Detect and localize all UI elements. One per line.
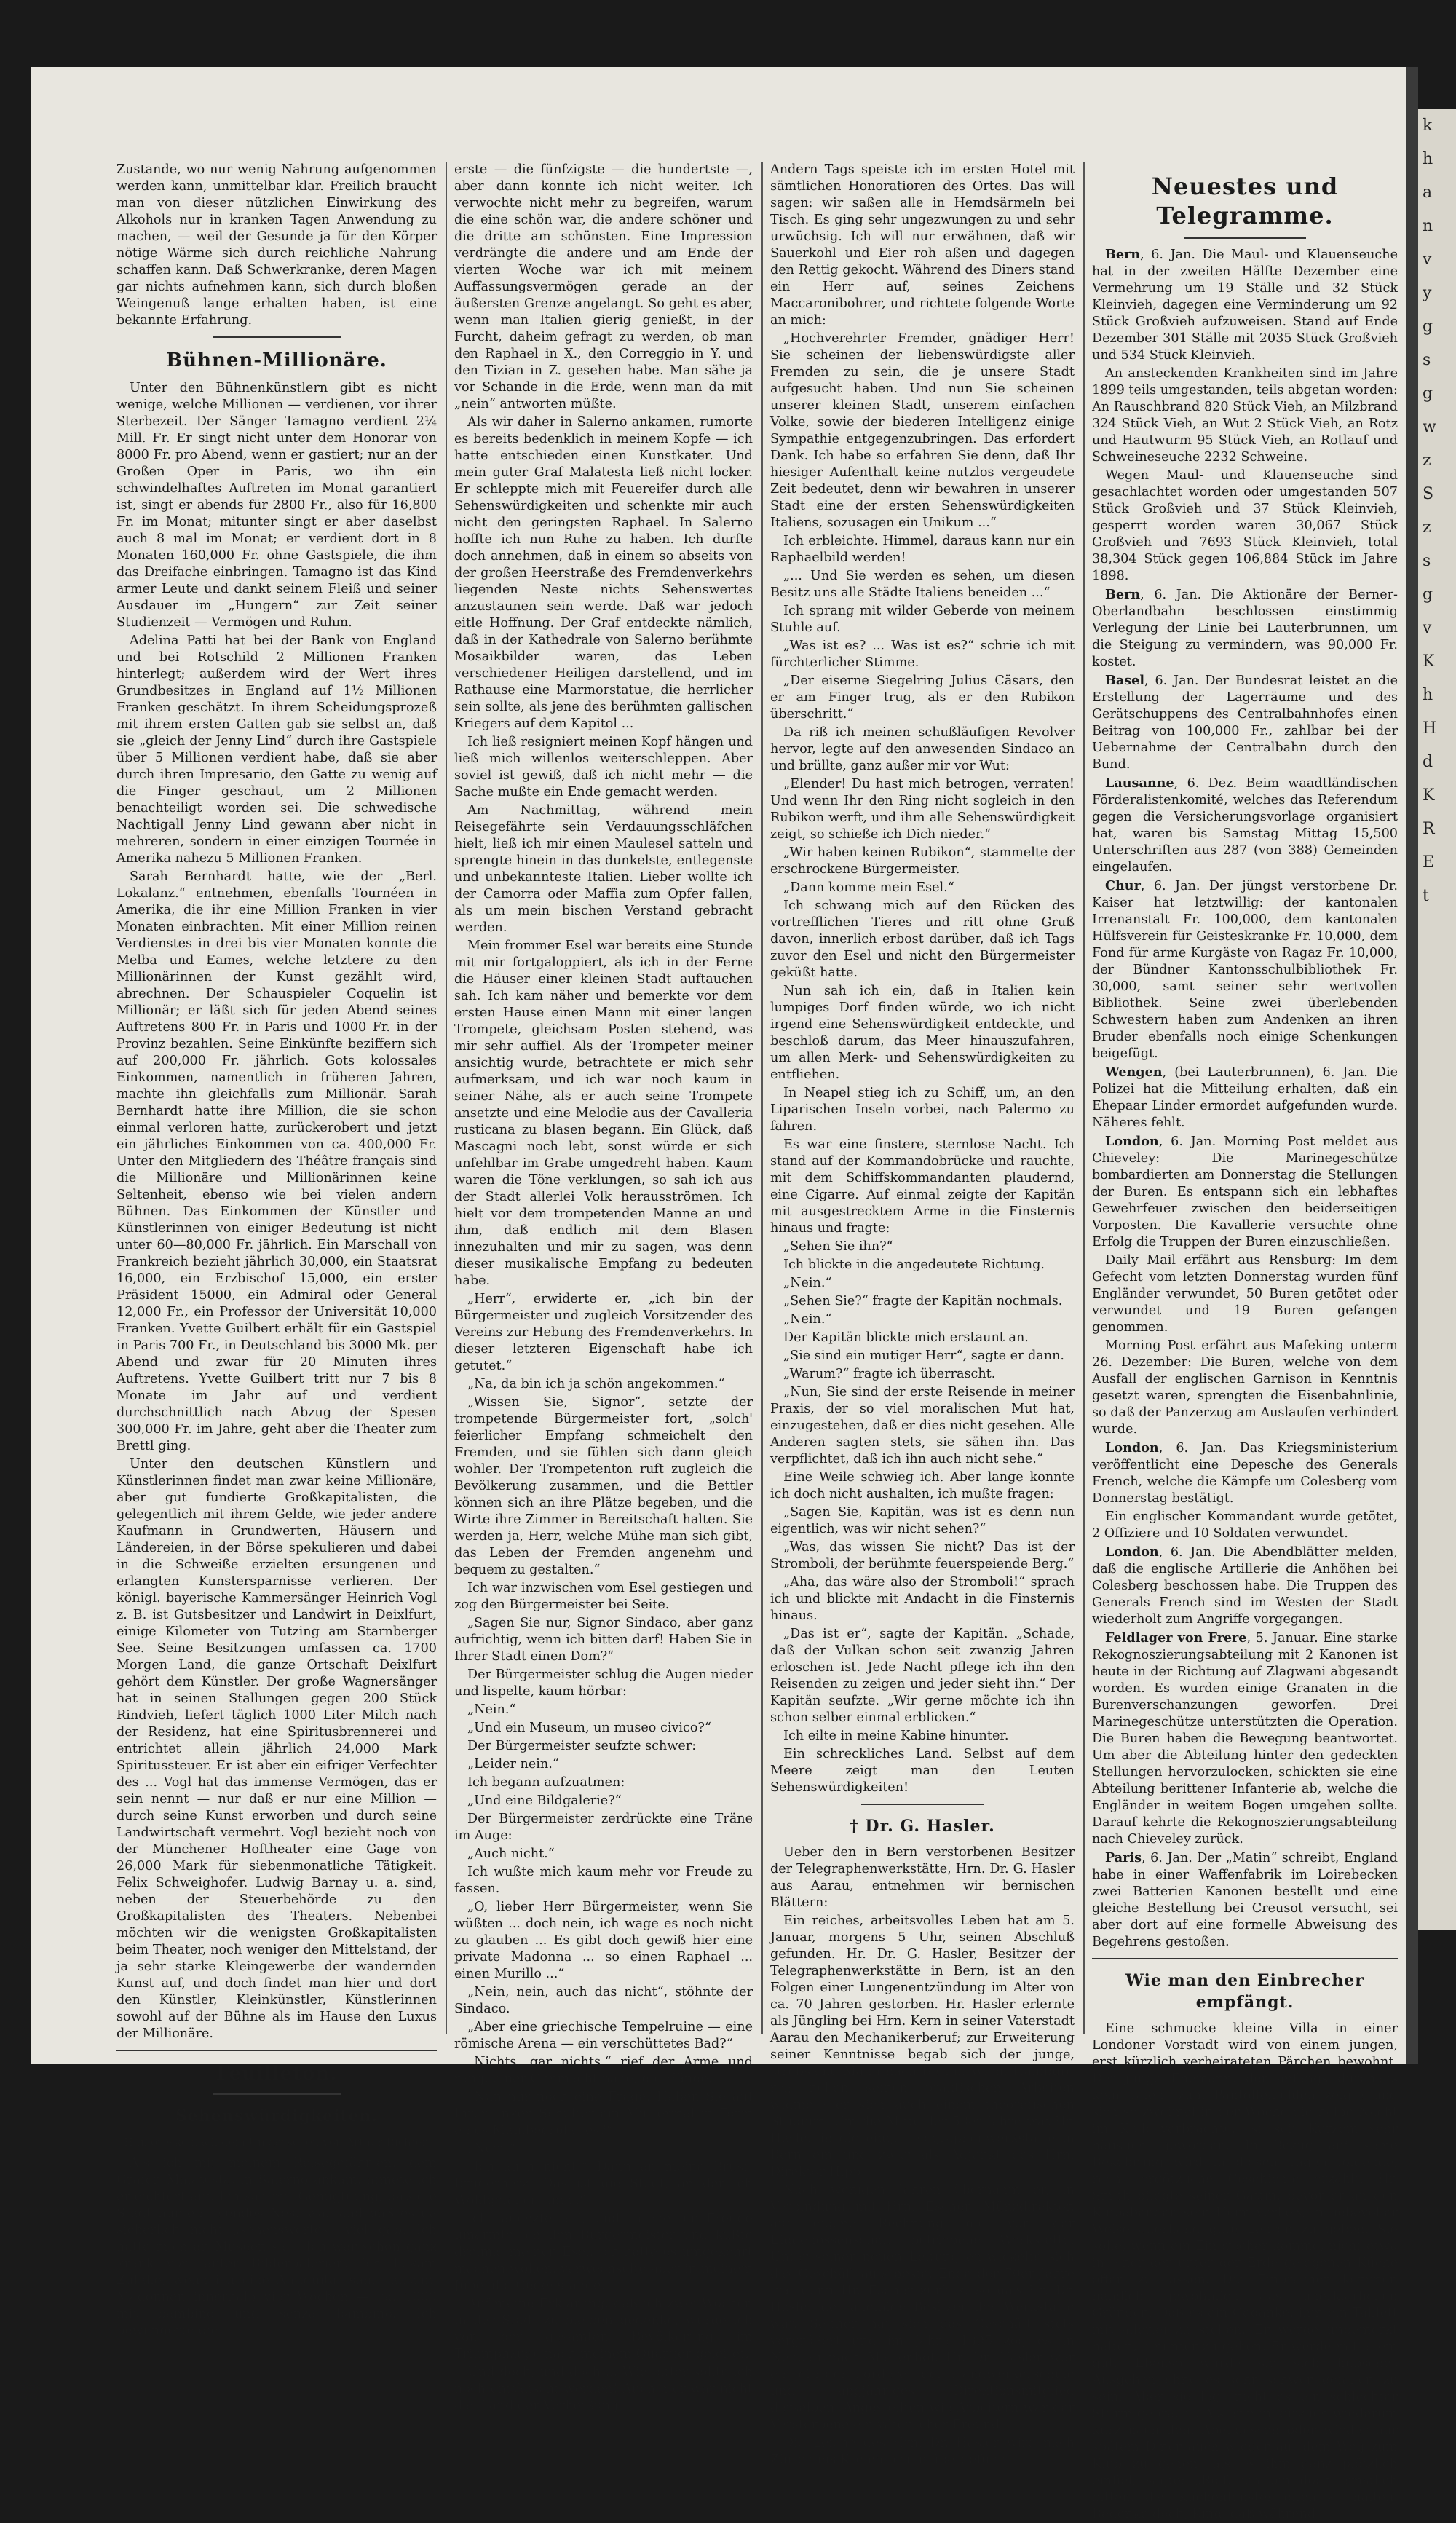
story-paragraph: „Aha, das wäre also der Stromboli!“ sprach ich und blickte mit Andacht in die Finsternis hinaus. (770, 1575, 1075, 1623)
story-paragraph: Ich jauchzte auf, und in meiner Freude umarmte ich den Bürgermeister und küßte dreimal meinen Esel. Ich hatte es umgekehrt machen wollen, verwechselte aber in meinem Jubel die Gegenstände. (454, 2211, 753, 2293)
article-heading: Bühnen-Millionäre. (166, 350, 387, 371)
adjacent-page-letter: E (1423, 853, 1435, 872)
story-paragraph: Ein schreckliches Land. Selbst auf dem Meere zeigt man den Leuten Sehenswürdigkeiten! (770, 1747, 1075, 1795)
story-paragraph: „Warum?“ fragte ich überrascht. (783, 1367, 996, 1381)
telegram-text: 6. Jan. Der jüngst verstorbene Dr. Kaiser hat letztwillig: der kantonalen Irrenanstalt Fr. 100,000, dem kantonalen Hülfsverein für Geisteskranke Fr. 10,000, dem Fond für arme Kurgäste von Ragaz Fr. 10,000, der Bündner Kantonsschulbibliothek Fr. 30,000, samt seiner sehr wertvollen Bibliothek. Seine zwei überlebenden Schwestern haben zum Andenken an ihren Bruder ebenfalls noch einige Schenkungen beigefügt. (1092, 879, 1398, 1061)
story-paragraph: „Wir haben keinen Rubikon“, stammelte der erschrockene Bürgermeister. (770, 845, 1075, 877)
telegram-item: Feldlager von Frere, 5. Januar. Eine starke Rekognoszierungsabteilung mit 2 Kanonen ist heute in der Richtung auf Zlagwani abgesandt worden. Es wurden einige Granaten in die Burenverschanzungen geworfen. Drei Marinegeschütze unterstützten die Operation. Die Buren haben die Bewegung beantwortet. Um aber die Abteilung hinter den gedeckten Stellungen hervorzulocken, schickten sie eine Abteilung berittener Infanterie ab, welche die Engländer in weitem Bogen umgehen sollte. Darauf kehrte die Rekognoszierungsabteilung nach Chieveley zurück. (1092, 1630, 1398, 1847)
telegram-text: (bei Lauterbrunnen), 6. Jan. Die Polizei hat die Mitteilung erhalten, daß ein Ehepaar Linder ermordet aufgefunden wurde. Näheres fehlt. (1092, 1065, 1398, 1130)
adjacent-page-letter: z (1423, 518, 1431, 537)
story-paragraph: Am Nachmittag, während mein Reisegefährte sein Verdauungsschläfchen hielt, ließ ich mir einen Maulesel satteln und sprengte hinein in das dunkelste, entlegenste und unbekannteste Italien. Lieber wollte ich der Camorra oder Maffia zum Opfer fallen, als um mein bischen Verstand gebracht werden. (454, 803, 753, 935)
section-heading-news: Neuestes und Telegramme. (1151, 173, 1339, 229)
article-paragraph: Unter den Bühnenkünstlern gibt es nicht wenige, welche Millionen — verdienen, vor ihrer Sterbezeit. Der Sänger Tamagno verdient 2¼ Mill. Fr. Er singt nicht unter dem Honorar von 8000 Fr. pro Abend, wenn er gastiert; nur an der Großen Oper in Paris, wo ihn ein schwindelhaftes Auftreten im Monat garantiert ist, singt er abends für 2800 Fr., also für 16,800 Fr. im Monat; mitunter singt er aber daselbst auch 8 mal im Monat; er verdient dort in 8 Monaten 160,000 Fr. ohne Gastspiele, die ihm das Dreifache einbringen. Tamagno ist das Kind armer Leute und dankt seinem Fleiß und seiner Ausdauer im „Hungern“ zur Zeit seiner Studienzeit — Vermögen und Ruhm. (116, 381, 437, 630)
telegram-text: Daily Mail erfährt aus Rensburg: Im dem Gefecht vom letzten Donnerstag wurden fünf Engländer verwundet, 50 Buren getötet oder verwundet und 19 Buren gefangen genommen. (1092, 1253, 1398, 1335)
story-paragraph: Ich eilte in meine Kabine hinunter. (783, 1729, 1009, 1743)
telegram-text: 6. Jan. Die Maul- und Klauenseuche hat in der zweiten Hälfte Dezember eine Vermehrung um 19 Ställe und 32 Stück Kleinvieh, dagegen eine Verminderung um 92 Stück Großvieh aufzuweisen. Stand auf Ende Dezember 301 Ställe mit 2035 Stück Großvieh und 534 Stück Kleinvieh. (1092, 248, 1398, 363)
telegram-text: 6. Dez. Beim waadtländischen Förderalistenkomité, welches das Referendum gegen die Versicherungsvorlage organisiert hat, waren bis Samstag Mittag 15,500 Unterschriften aus 287 (von 388) Gemeinden eingelaufen. (1092, 776, 1398, 874)
story-paragraph: Eine Weile schwieg ich. Aber lange konnte ich doch nicht aushalten, ich mußte fragen: (770, 1470, 1075, 1501)
story-paragraph: „Ich auch nicht!“ Dann an meine Brust, Bruderherz! Das ist die Stadt, an der ich Wohlgefallen finde.“ (454, 2160, 753, 2208)
article-paragraph: Unter den deutschen Künstlern und Künstlerinnen findet man zwar keine Millionäre, aber gut fundierte Großkapitalisten, die gelegentlich mit ihrem Gelde, wie jeder andere Kaufmann in Grundwerten, Häusern und Ländereien, in der Börse spekulieren und dabei in die Schweiße erzielten ersungenen und erlangten Kunstersparnisse verlieren. Der königl. bayerische Kammersänger Heinrich Vogl z. B. ist Gutsbesitzer und Landwirt in Deixlfurt, einige Kilometer von Tutzing am Starnberger See. Seine Besitzungen umfassen ca. 1700 Morgen Land, die ganze Ortschaft Deixlfurt gehört dem Künstler. Der große Wagnersänger hat in seinen Stallungen gegen 200 Stück Rindvieh, liefert täglich 1000 Liter Milch nach der Residenz, hat eine Spiritusbrennerei und entrichtet allein jährlich 24,000 Mark Spiritussteuer. Er ist aber ein eifriger Verfechter des ... Vogl hat das immense Vermögen, das er sein nennt — nur daß er nur eine Million — durch seine Kunst erworben und durch seine Landwirtschaft vermehrt. Vogl bezieht noch von der Münchener Hoftheater eine Gage von 26,000 Mark für siebenmonatliche Tätigkeit. Felix Schweighofer. Ludwig Barnay u. a. sind, neben der Steuerbehörde zu den Großkapitalisten des Theaters. Nebenbei möchten wir die wenigsten Großkapitalisten beim Theater, noch weniger den Mittelstand, der ja sehr starke Kleingewerbe der wandernden Kunst auf, und doch findet man hier und dort den Künstler, Kleinkünstler, Künstlerinnen sowohl auf der Bühne als im Hause den Luxus der Millionäre. (116, 1457, 437, 2041)
obituary-paragraph: Ein reiches, arbeitsvolles Leben hat am 5. Januar, morgens 5 Uhr, seinen Abschluß gefunden. Hr. Dr. G. Hasler, Besitzer der Telegraphenwerkstätte in Bern, ist an den Folgen einer Lungenentzündung im Alter von ca. 70 Jahren gestorben. Hr. Hasler erlernte als Jüngling bei Hrn. Kern in seiner Vaterstadt Aarau den Mechanikerberuf; zur Erweiterung seiner Kenntnisse begab sich der junge, strebsame Mann nach Berlin, Wien, Hamburg rc.; neben seinen praktischen Arbeiten widmete er sich auch einem theoretischen Studium. Um die Mitte der 50er Jahre trat Hr. Hasler in die eidg. Telegraphenwerkstätte in Bern ein und zwar als Adjunkt des Hrn. Direktor Hipp. (770, 1914, 1075, 2179)
adjacent-page-letter: h (1423, 686, 1433, 704)
column-1 (116, 162, 437, 2338)
story-paragraph: „Dann komme mein Esel.“ (783, 880, 954, 895)
story-paragraph: Ich ließ resigniert meinen Kopf hängen und ließ mich willenlos weiterschleppen. Aber soviel ist gewiß, daß ich nicht mehr — die Sache mußte ein Ende gemacht werden. (454, 735, 753, 799)
telegram-text: An ansteckenden Krankheiten sind im Jahre 1899 teils umgestanden, teils abgetan worden: An Rauschbrand 820 Stück Vieh, an Milzbrand 324 Stück Vieh, an Wut 2 Stück Vieh, an Rotz und Hautwurm 95 Stück Vieh, an Rotlauf und Schweineseuche 2232 Schweine. (1092, 366, 1398, 465)
adjacent-page-letter: y (1423, 284, 1432, 302)
adjacent-page-edge (1418, 109, 1456, 1930)
adjacent-page-letter: w (1423, 418, 1436, 436)
story-paragraph: Und doch, und doch ... Wie bitter sollte ich noch enttäuscht werden! Auch hier war nicht das Land der Verheißung. (454, 2365, 753, 2413)
column-3 (770, 162, 1075, 2467)
newspaper-page (31, 67, 1418, 2522)
telegram-item (1092, 1509, 1398, 1542)
story-paragraph: Nun sah ich ein, daß in Italien kein lumpiges Dorf finden würde, wo ich nicht irgend eine Sehenswürdigkeit entdeckte, und beschloß darum, das Meer hinauszufahren, um allen Merk- und Sehenswürdigkeiten zu entfliehen. (770, 984, 1075, 1082)
divider (213, 336, 341, 338)
story-paragraph: „Sehen Sie ihn?“ (783, 1239, 893, 1254)
story-paragraph: Als ich mit meinem Reisegefährten, dem Grafen Malatesta, in Salerno ankam, atmete ich erleichtert auf. Ich sah mit Genugtuung, daß die Stadt nur ein elendes Nest war und daß es da sicherlich nicht „sehenswertes“ viel gab. Ich hatte mich an Museen satt. Ich war schon ganz krank vor lauter Bilderbalerien. Ich bekam Zufälle, wenn ich eine Antiquität sah. Tausend Madonnen innerhalb vier Wochen — ca. 1000 mit bambino und senza bambino. Ich bewunderte die (116, 2156, 437, 2338)
story-paragraph: Ich sprang mit wilder Geberde von meinem Stuhle auf. (770, 604, 1075, 635)
column-rule (1083, 162, 1085, 2034)
article-paragraph: Sarah Bernhardt hatte, wie der „Berl. Lokalanz.“ entnehmen, ebenfalls Tournéen in Amerika, die ihr eine Million Franken in vier Monaten einbrachten. Mit einer Million reinen Verdienstes in drei bis vier Monaten konnte die Melba und Eames, welche letztere zu den Millionärinnen der Kunst gezählt wird, abrechnen. Der Schauspieler Coquelin ist Millionär; er läßt sich für jeden Abend seines Auftretens 800 Fr. in Paris und 1000 Fr. in der Provinz bezahlen. Seine Einkünfte beziffern sich auf 200,000 Fr. jährlich. Gots kolossales Einkommen, namentlich in früheren Jahren, machte ihn gleichfalls zum Millionär. Sarah Bernhardt hatte ihre Million, die sie schon einmal verloren hatte, zurückerobert und jetzt ein jährliches Einkommen von ca. 400,000 Fr. Unter den Mitgliedern des Théâtre français sind die Millionäre und Millionärinnen keine Seltenheit, ebenso wie bei vielen andern Bühnen. Das Einkommen der Künstler und Künstlerinnen von einiger Bedeutung ist nicht unter 60—80,000 Fr. jährlich. Ein Marschall von Frankreich bezieht jährlich 30,000, ein Staatsrat 16,000, ein Erzbischof 15,000, ein erster Präsident 15000, ein Admiral oder General 12,000 Fr., ein Professor der Universität 10,000 Franken. Yvette Guilbert erhält für ein Gastspiel in Paris 700 Fr., in Deutschland bis 3000 Mk. per Abend und zwar für 20 Minuten ihres Auftretens. Yvette Guilbert tritt nur 7 bis 8 Monate im Jahr auf und verdient durchschnittlich nach Abzug der Spesen 300,000 Fr. im Jahre, geht aber die Theater zum Brettl ging. (116, 869, 437, 1453)
telegram-text: 6. Jan. Die Aktionäre der Berner-Oberlandbahn beschlossen einstimmig Verlegung der Linie bei Lauterbrunnen, um die Steigung zu vermindern, was 90,000 Fr. kostet. (1092, 588, 1398, 669)
article-paragraph: Eine schmucke kleine Villa in einer Londoner Vorstadt wird von einem jungen, erst kürzlich verheirateten Pärchen bewohnt. Der junge Ehemann, der anfangs durchaus kein Talent zum Pantoffelhelden zeigte und sich so zweimal in der Woche die halbe Nacht im Klub verbrachte, ist seit Kurzem sehr häuslich geworden. In Bezug auf seine Bekehrung wird in diesen Tagen folgende, recht ergötzliche Geschichte erzählt. Hr. Smith pflegte seiner Gattin, bevor er an den Klubabenden sein Heim verließ, in liebevoller Weise allerhand gute Lehren zu geben. Sie solle, wenn ein Einbrecher komme, nicht etwa in einer der unter der Erde gelegenen Küche offen zu lassen. Die Einbrecher kommen nämlich gewöhnlich aus unerklärlichen Gründen. Daß es ein Gedanke, ihm ein Tablett mit allerlei zu stellen. Er werde unbemerkt halten, hinunter zu gehen. Er werde mit allem gut. Ebenso würde sie sich hübsches Ausgehen ohne es sehr schwer gefallen zu sein. Aber sie legt nicht es ein schlechter Sturm gebracht. Als er nun kürzlich wiederum kurz nach dem Abendessen oder wieder nur spätem Diner auch wieder auf dem Weg zum Klub zu gehen, als es ihm ganz plötzlich einfiel, sagte: „Rolf, ich bin doch ernstlich bitten, das Küchenfenster offen zu halten. Bedenke doch, Kind, daß während (1092, 2021, 1398, 2522)
adjacent-page-letter: g (1423, 585, 1433, 604)
telegram-text: Wegen Maul- und Klauenseuche sind gesachlachtet worden oder umgestanden 507 Stück Großvieh und 37 Stück Kleinvieh, gesperrt worden waren 30,067 Stück Großvieh und 7693 Stück Kleinvieh, total 38,304 Stück gegen 106,884 Stück im Jahre 1898. (1092, 468, 1398, 583)
story-paragraph: „Nichts, gar nichts,“ rief der Arme und rang, einer Ohnmacht nahe, die Hände. (454, 2055, 753, 2086)
story-paragraph: „Nein.“ (783, 1276, 832, 1290)
telegram-place: Basel (1105, 673, 1145, 688)
telegram-text: 6. Jan. Das Kriegsministerium veröffentlicht eine Depesche des Generals French, welche die Kämpfe um Colesberg vom Donnerstag bestätigt. (1092, 1441, 1398, 1506)
telegram-text: Ein englischer Kommandant wurde getötet, 2 Offiziere und 10 Soldaten verwundet. (1092, 1509, 1398, 1541)
adjacent-page-letter: h (1423, 150, 1433, 168)
story-paragraph: Auf meine Erklärung, daß ich zwei Wochen in der Stadt zu bleiben gedenke, wurde ich von der gesamten Bevölkerung im Triumphzuge nach meinem Quartier geleitet. (454, 2297, 753, 2361)
adjacent-page-letter: g (1423, 317, 1433, 336)
column-rule (446, 162, 447, 2034)
story-paragraph: „Und ein Museum, un museo civico?“ (467, 1721, 711, 1735)
story-subtitle: Humoreske nach dem Ungarischen von Arthur Richter. (124, 2136, 430, 2149)
telegram-text: 6. Jan. Der Bundesrat leistet an die Erstellung der Lagerräume und des Gerätschuppens des Centralbahnhofes einen Beitrag von 100,000 Fr., zahlbar bei der Uebernahme der Centralbahn durch den Bund. (1092, 674, 1398, 772)
telegram-item: Chur, 6. Jan. Der jüngst verstorbene Dr. Kaiser hat letztwillig: der kantonalen Irrenanstalt Fr. 100,000, dem kantonalen Hülfsverein für Geisteskranke Fr. 10,000, dem Fond für arme Kurgäste von Ragaz Fr. 10,000, der Bündner Kantonsschulbibliothek Fr. 30,000, samt seiner sehr wertvollen Bibliothek. Seine zwei überlebenden Schwestern haben zum Andenken an ihren Bruder ebenfalls noch einige Schenkungen beigefügt. (1092, 878, 1398, 1061)
telegram-place: Lausanne (1105, 775, 1174, 791)
story-paragraph: „Nein.“ (467, 1702, 516, 1717)
adjacent-page-letter: s (1423, 351, 1431, 369)
telegram-place: Bern (1105, 247, 1141, 262)
story-paragraph: „... Und Sie werden es sehen, um diesen Besitz uns alle Städte Italiens beneiden ...“ (770, 569, 1075, 600)
story-paragraph: Der Bürgermeister seufzte schwer: (467, 1739, 697, 1753)
story-paragraph: „Das ist er“, sagte der Kapitän. „Schade, daß der Vulkan schon seit zwanzig Jahren erloschen ist. Jede Nacht pflege ich ihn den Reisenden zu zeigen und jeder sieht ihn.“ Der Kapitän seufzte. „Wir gerne möchte ich ihn schon selber einmal erblicken.“ (770, 1627, 1075, 1725)
obituary-paragraph: Nach wenigen Jahren übernahm er, in Verbindung mit Hrn. Escher, Münzdirektor, auf eigene Rechnung die von der Eidgenossenschaft betriebene Werkstätte. Unter seiner neuen Leitung entwickelte sich das Geschäft aufs beste. Ende der 70er Jahre trat dann Hr. Escher zurück, so daß Hr. Dr. Hasler der alleinige Besitzer der Werkstätte war. Seither hat sich das Geschäft stets vergrößert und im Jahre 1895 zog es in Neubau nach Mattenhof. Hr. Dr. Hasler war ein eifriger Förderer der Handwerkerschule und langjähriges Direktionsmitglied derselben. Angestellten wie Arbeitern war der Verstorbene ein väterlicher Freund. (770, 2183, 1075, 2432)
adjacent-page-letter: v (1423, 619, 1432, 637)
story-paragraph: „Nein.“ (783, 1312, 832, 1327)
telegram-item: London, 6. Jan. Die Abendblätter melden, daß die englische Artillerie die Anhöhen bei Colesberg beschossen habe. Die Truppen des Generals French sind im Westen der Stadt wiederholt zum Angriffe vorgegangen. (1092, 1544, 1398, 1627)
adjacent-page-letter: t (1423, 887, 1429, 905)
telegram-item: Paris, 6. Jan. Der „Matin“ schreibt, England habe in einer Waffenfabrik im Loirebecken zwei Batterien Kanonen bestellt und eine gleiche Bestellung bei Creusot versucht, sei aber dort auf eine formelle Abweisung des Begehrens gestoßen. (1092, 1850, 1398, 1949)
adjacent-page-letter: d (1423, 753, 1433, 771)
story-paragraph: „Und eine Bildgalerie?“ (467, 1793, 622, 1808)
story-paragraph: „Na, da bin ich ja schön angekommen.“ (467, 1377, 725, 1391)
telegram-place: London (1105, 1440, 1159, 1456)
story-paragraph: „Nein, nein, auch das nicht“, stöhnte der Sindaco. (454, 1985, 753, 2016)
story-paragraph: „Wissen Sie, Signor“, setzte der trompetende Bürgermeister fort, „solch' feierlicher Empfang schmeichelt den Fremden, und sie fühlen sich dann gleich wohler. Der Trompetenton ruft zugleich die Bevölkerung zusammen, und die Bettler können sich an ihre Plätze begeben, und die Wirte ihre Zimmer in Bereitschaft halten. Sie werden ja, Herr, welche Mühe man sich gibt, das Leben der Fremden angenehm und bequem zu gestalten.“ (454, 1395, 753, 1577)
telegram-place: Bern (1105, 587, 1141, 602)
adjacent-page-letter: s (1423, 552, 1431, 570)
telegram-item: Basel, 6. Jan. Der Bundesrat leistet an die Erstellung der Lagerräume und des Gerätschuppens des Centralbahnhofes einen Beitrag von 100,000 Fr., zahlbar bei der Uebernahme der Centralbahn durch den Bund. (1092, 673, 1398, 772)
telegram-item (1092, 1338, 1398, 1438)
story-paragraph: Der Kapitän blickte mich erstaunt an. (783, 1330, 1029, 1345)
telegram-item: Bern, 6. Jan. Die Maul- und Klauenseuche hat in der zweiten Hälfte Dezember eine Vermehrung um 19 Ställe und 32 Stück Kleinvieh, dagegen eine Verminderung um 92 Stück Großvieh aufzuweisen. Stand auf Ende Dezember 301 Ställe mit 2035 Stück Großvieh und 534 Stück Kleinvieh. (1092, 247, 1398, 363)
telegram-item: Bern, 6. Jan. Die Aktionäre der Berner-Oberlandbahn beschlossen einstimmig Verlegung der Linie bei Lauterbrunnen, um die Steigung zu vermindern, was 90,000 Fr. kostet. (1092, 587, 1398, 669)
telegram-item: Lausanne, 6. Dez. Beim waadtländischen Förderalistenkomité, welches das Referendum gegen die Versicherungsvorlage organisiert hat, waren bis Samstag Mittag 15,500 Unterschriften aus 287 (von 388) Gemeinden eingelaufen. (1092, 775, 1398, 874)
telegram-place: Paris (1105, 1850, 1142, 1865)
telegram-item: Wengen, (bei Lauterbrunnen), 6. Jan. Die Polizei hat die Mitteilung erhalten, daß ein Ehepaar Linder ermordet aufgefunden wurde. Näheres fehlt. (1092, 1065, 1398, 1130)
story-paragraph: „Was ist es? ... Was ist es?“ schrie ich mit fürchterlicher Stimme. (770, 639, 1075, 670)
story-paragraph: erste — die fünfzigste — die hundertste —, aber dann konnte ich nicht weiter. Ich verwochte nicht mehr zu begreifen, warum die eine schön war, die andere schöner und die dritte am schönsten. Eine Impression verdrängte die andere und am Ende der vierten Woche war ich mit meinem Auffassungsvermögen gerade an der äußersten Grenze angelangt. So geht es aber, wenn man Italien gierig genießt, in der Furcht, daheim gefragt zu werden, ob man den Raphael in X., den Correggio in Y. und den Tizian in Z. gesehen habe. Man sähe ja vor Schande in die Erde, wenn man da mit „nein“ antworten müßte. (454, 162, 753, 411)
adjacent-page-letter: K (1423, 786, 1435, 805)
telegram-text: 6. Jan. Die Abendblätter melden, daß die englische Artillerie die Anhöhen bei Colesberg beschossen habe. Die Truppen des Generals French sind im Westen der Stadt wiederholt zum Angriffe vorgegangen. (1092, 1545, 1398, 1627)
adjacent-page-letter: k (1423, 117, 1433, 135)
obituary-paragraph: Die Leiche des Hrn. Dr. Hasler wird nach Zürich ins Krematorium übergeführt. (770, 2436, 1075, 2467)
telegram-place: London (1105, 1544, 1159, 1560)
telegram-place: London (1105, 1134, 1159, 1149)
story-paragraph: Da riß ich meinen schußläufigen Revolver hervor, legte auf den anwesenden Sindaco an und brüllte, ganz außer mir vor Wut: (770, 725, 1075, 773)
story-title: Sehenswürdigkeiten. (175, 2107, 379, 2125)
story-paragraph: „Nun nur noch eine Frage: Haben Sie auf Ihrer linken Schulter ein Muttermal in Form eines Maulbeerblattes?“ (454, 2090, 753, 2138)
telegram-item: London, 6. Jan. Morning Post meldet aus Chieveley: Die Marinegeschütze bombardierten am Donnerstag die Stellungen der Buren. Es entspann sich ein lebhaftes Gewehrfeuer zwischen den beiderseitigen Vorposten. Die Kavallerie versuchte ohne Erfolg die Truppen der Buren einzuschließen. (1092, 1134, 1398, 1249)
divider (861, 1804, 983, 1805)
adjacent-page-letter: S (1423, 485, 1434, 503)
adjacent-page-letter: K (1423, 652, 1435, 671)
story-paragraph: Andern Tags speiste ich im ersten Hotel mit sämtlichen Honoratioren des Ortes. Das will sagen: wir saßen alle in Hemdsärmeln bei Tisch. Es ging sehr ungezwungen zu und sehr urwüchsig. Ich will nur erwähnen, daß wir Sauerkohl und Eier roh aßen und dagegen den Rettig gekocht. Während des Diners stand ein Herr auf, seines Zeichens Maccaronibohrer, und richtete folgende Worte an mich: (770, 162, 1075, 328)
telegram-item (1092, 1252, 1398, 1336)
story-paragraph: Es war eine finstere, sternlose Nacht. Ich stand auf der Kommandobrücke und rauchte, mit dem Schiffskommandanten plaudernd, eine Cigarre. Auf einmal zeigte der Kapitän mit ausgestrecktem Arme in die Finsternis hinaus und fragte: (770, 1137, 1075, 1236)
story-paragraph: Ich begann aufzuatmen: (467, 1775, 625, 1790)
story-paragraph: Ich war inzwischen vom Esel gestiegen und zog den Bürgermeister bei Seite. (454, 1581, 753, 1612)
divider (1184, 237, 1306, 239)
telegram-place: Feldlager von Frere (1105, 1630, 1247, 1646)
story-paragraph: Ich erbleichte. Himmel, daraus kann nur ein Raphaelbild werden! (770, 534, 1075, 565)
story-paragraph: „Elender! Du hast mich betrogen, verraten! Und wenn Ihr den Ring nicht sogleich in den Rubikon werft, und ihm alle Sehenswürdigkeit zeigt, so schieße ich Dich nieder.“ (770, 777, 1075, 842)
telegram-place: Wengen (1105, 1065, 1163, 1080)
story-paragraph: Ich blickte in die angedeutete Richtung. (783, 1257, 1045, 1272)
telegram-item (1092, 467, 1398, 585)
column-2 (454, 162, 753, 2413)
story-paragraph: „Der eiserne Siegelring Julius Cäsars, den er am Finger trug, als er den Rubikon überschritt.“ (770, 674, 1075, 722)
article-paragraph: Adelina Patti hat bei der Bank von England und bei Rotschild 2 Millionen Franken hinterlegt; außerdem wird der Wert ihres Grundbesitzes in England auf 1½ Millionen Franken geschätzt. In ihrem Scheidungsprozeß mit ihrem ersten Gatten gab sie selbst an, daß sie „gleich der Jenny Lind“ durch ihre Gastspiele über 5 Millionen verdient habe, daß sie aber durch ihren Impresario, den Gatte zu wenig auf die Finger geschaut, um 2 Millionen benachteiligt worden sei. Die schwedische Nachtigall Jenny Lind gewann aber nicht in mehreren, sondern in einer einzigen Tournée in Amerika nahezu 5 Millionen Franken. (116, 633, 437, 866)
article-heading: Wie man den Einbrecher empfängt. (1125, 1971, 1364, 2012)
story-paragraph: „Aber eine griechische Tempelruine — eine römische Arena — ein verschüttetes Bad?“ (454, 2020, 753, 2051)
story-paragraph: Mein frommer Esel war bereits eine Stunde mit mir fortgaloppiert, als ich in der Ferne die Häuser einer kleinen Stadt auftauchen sah. Ich kam näher und bemerkte vor dem ersten Hause einen Mann mit einer langen Trompete, gleichsam Posten stehend, was mir sehr auffiel. Als der Trompeter meiner ansichtig wurde, betrachtete er mich sehr aufmerksam, und ich war noch kaum in seiner Nähe, als er auch seine Trompete ansetzte und eine Melodie aus der Cavalleria rusticana zu blasen begann. Ein Glück, daß Mascagni noch lebt, sonst würde er sich unfehlbar im Grabe umgedreht haben. Kaum waren die Töne verklungen, so sah ich aus der Stadt allerlei Volk herausströmen. Ich hielt vor dem trompetenden Manne an und ihm, daß endlich mit dem Blasen innezuhalten und mir zu sagen, was denn dieser musikalische Empfang zu bedeuten habe. (454, 939, 753, 1288)
story-paragraph: Der Bürgermeister schlug die Augen nieder und lispelte, kaum hörbar: (454, 1667, 753, 1699)
telegram-place: Chur (1105, 878, 1141, 893)
story-paragraph: „Nun, Sie sind der erste Reisende in meiner Praxis, der so viel moralischen Mut hat, einzugestehen, daß er dies nicht gesehen. Alle Anderen sagten stets, sie sähen ihn. Das verpflichtet, daß ich ihn auch nicht sehe.“ (770, 1385, 1075, 1466)
telegram-item (1092, 366, 1398, 466)
adjacent-page-letter: R (1423, 820, 1435, 838)
telegram-item: London, 6. Jan. Das Kriegsministerium veröffentlicht eine Depesche des Generals French, welche die Kämpfe um Colesberg vom Donnerstag bestätigt. (1092, 1440, 1398, 1506)
telegram-text: Morning Post erfährt aus Mafeking unterm 26. Dezember: Die Buren, welche von dem Ausfall der englischen Garnison in Kenntnis gesetzt waren, sprengten die Eisenbahnlinie, so daß der Panzerzug am Auslaufen verhindert wurde. (1092, 1338, 1398, 1437)
telegram-text: 6. Jan. Der „Matin“ schreibt, England habe in einer Waffenfabrik im Loirebecken zwei Batterien Kanonen bestellt und eine gleiche Bestellung bei Creusot versucht, sei aber dort auf eine formelle Abweisung des Begehrens gestoßen. (1092, 1851, 1398, 1949)
story-paragraph: „Herr“, erwiderte er, „ich bin der Bürgermeister und zugleich Vorsitzender des Vereins zur Hebung des Fremdenverkehrs. In dieser letzteren Eigenschaft habe ich getutet.“ (454, 1292, 753, 1373)
divider (116, 2050, 437, 2051)
obituary-heading: † Dr. G. Hasler. (850, 1817, 995, 1836)
story-paragraph: Der Bürgermeister zerdrückte eine Träne im Auge: (454, 1812, 753, 1843)
story-paragraph: Ich schwang mich auf den Rücken des vortrefflichen Tieres und ritt ohne Gruß davon, innerlich erbost darüber, daß ich Tags zuvor den Esel und nicht den Bürgermeister geküßt hatte. (770, 899, 1075, 980)
story-paragraph: „Hochverehrter Fremder, gnädiger Herr! Sie scheinen der liebenswürdigste aller Fremden zu sein, die je unsere Stadt aufgesucht haben. Und nun Sie scheinen unserer kleinen Stadt, unserem einfachen Volke, sowie der biederen Intelligenz einige Sympathie entgegenzubringen. Das erfordert Dank. Ich habe so erfahren Sie denn, daß Ihr hiesiger Aufenthalt keine nutzlos vergeudete Zeit bedeutet, denn wir bewahren in unserer Stadt eine der ersten Sehenswürdigkeiten Italiens, sozusagen ein Unikum ...“ (770, 331, 1075, 530)
story-paragraph: „Sehen Sie?“ fragte der Kapitän nochmals. (783, 1294, 1063, 1308)
story-paragraph: Als wir daher in Salerno ankamen, rumorte es bereits bedenklich in meinem Kopfe — ich hatte entschieden einen Kunstkater. Und mein guter Graf Malatesta ließ nicht locker. Er schleppte mich mit Feuereifer durch alle Sehenswürdigkeiten und schenkte mir auch nicht den geringsten Raphael. In Salerno hoffte ich nun Ruhe zu haben. Ich durfte doch annehmen, daß in einem so abseits von der großen Heerstraße des Fremdenverkehrs liegenden Neste nichts Sehenswertes anzustaunen sein werde. Daß war jedoch eitle Hoffnung. Der Graf entdeckte nämlich, daß in der Kathedrale von Salerno berühmte Mosaikbilder waren, das Leben verschiedener Heiligen darstellend, und im Rathause eine Marmorstatue, die herrlicher sein sollte, als jene des berühmten gallischen Kriegers auf dem Kapitol ... (454, 415, 753, 731)
divider (1092, 1958, 1398, 1959)
adjacent-page-letter: n (1423, 217, 1433, 235)
story-paragraph: „Nein.“ (467, 2141, 516, 2156)
story-paragraph: „Sagen Sie nur, Signor Sindaco, aber ganz aufrichtig, wenn ich bitten darf! Haben Sie in Ihrer Stadt einen Dom?“ (454, 1616, 753, 1664)
column-4 (1092, 162, 1398, 2522)
story-paragraph: „Sagen Sie, Kapitän, was ist es denn nun eigentlich, was wir nicht sehen?“ (770, 1505, 1075, 1536)
story-paragraph: In Neapel stieg ich zu Schiff, um, an den Liparischen Inseln vorbei, nach Palermo zu fahren. (770, 1086, 1075, 1134)
adjacent-page-letter: H (1423, 719, 1437, 738)
telegram-text: 6. Jan. Morning Post meldet aus Chieveley: Die Marinegeschütze bombardierten am Donnerstag die Stellungen der Buren. Es entspann sich ein lebhaftes Gewehrfeuer zwischen den beiderseitigen Vorposten. Die Kavallerie versuchte ohne Erfolg die Truppen der Buren einzuschließen. (1092, 1134, 1398, 1249)
column-rule (761, 162, 763, 2034)
adjacent-page-letter: a (1423, 183, 1433, 202)
divider (213, 2093, 341, 2095)
story-paragraph: „Was, das wissen Sie nicht? Das ist der Stromboli, der berühmte feuerspeiende Berg.“ (770, 1540, 1075, 1571)
telegram-text: 5. Januar. Eine starke Rekognoszierungsabteilung mit 2 Kanonen ist heute in der Richtung auf Zlagwani abgesandt worden. Es wurden einige Granaten in die Burenverschanzungen geworfen. Drei Marinegeschütze unterstützten die Operation. Die Buren haben die Bewegung beantwortet. Um aber die Abteilung hinter den gedeckten Stellungen hervorzulocken, schickten sie eine Abteilung berittener Infanterie ab, welche die Engländer in weitem Bogen umgehen sollte. Darauf kehrte die Rekognoszierungsabteilung nach Chieveley zurück. (1092, 1631, 1398, 1847)
story-paragraph: „Auch nicht.“ (467, 1847, 555, 1861)
intro-paragraph: Zustande, wo nur wenig Nahrung aufgenommen werden kann, unmittelbar klar. Freilich braucht man von dieser nützlichen Einwirkung des Alkohols nur in kranken Tagen Anwendung zu machen, — weil der Gesunde ja für den Körper nötige Wärme sich durch reichliche Nahrung schaffen kann. Daß Schwerkranke, deren Magen gar nichts aufnehmen kann, sich durch bloßen Weingenuß lange erhalten haben, ist eine bekannte Erfahrung. (116, 162, 437, 328)
story-paragraph: „Sie sind ein mutiger Herr“, sagte er dann. (783, 1349, 1065, 1363)
story-paragraph: „O, lieber Herr Bürgermeister, wenn Sie wüßten ... doch nein, ich wage es noch nicht zu glauben ... Es gibt doch gewiß hier eine private Madonna ... so einen Raphael ... einen Murillo ...“ (454, 1900, 753, 1981)
adjacent-page-letter: v (1423, 250, 1432, 269)
section-heading-feuilleton: Feuilleton. (215, 2063, 338, 2085)
adjacent-page-letter: g (1423, 384, 1433, 403)
adjacent-page-letter: z (1423, 451, 1431, 470)
story-paragraph: „Leider nein.“ (467, 1757, 559, 1772)
story-paragraph: Ich wußte mich kaum mehr vor Freude zu fassen. (454, 1865, 753, 1896)
obituary-paragraph: Ueber den in Bern verstorbenen Besitzer der Telegraphenwerkstätte, Hrn. Dr. G. Hasler aus Aarau, entnehmen wir bernischen Blättern: (770, 1845, 1075, 1910)
